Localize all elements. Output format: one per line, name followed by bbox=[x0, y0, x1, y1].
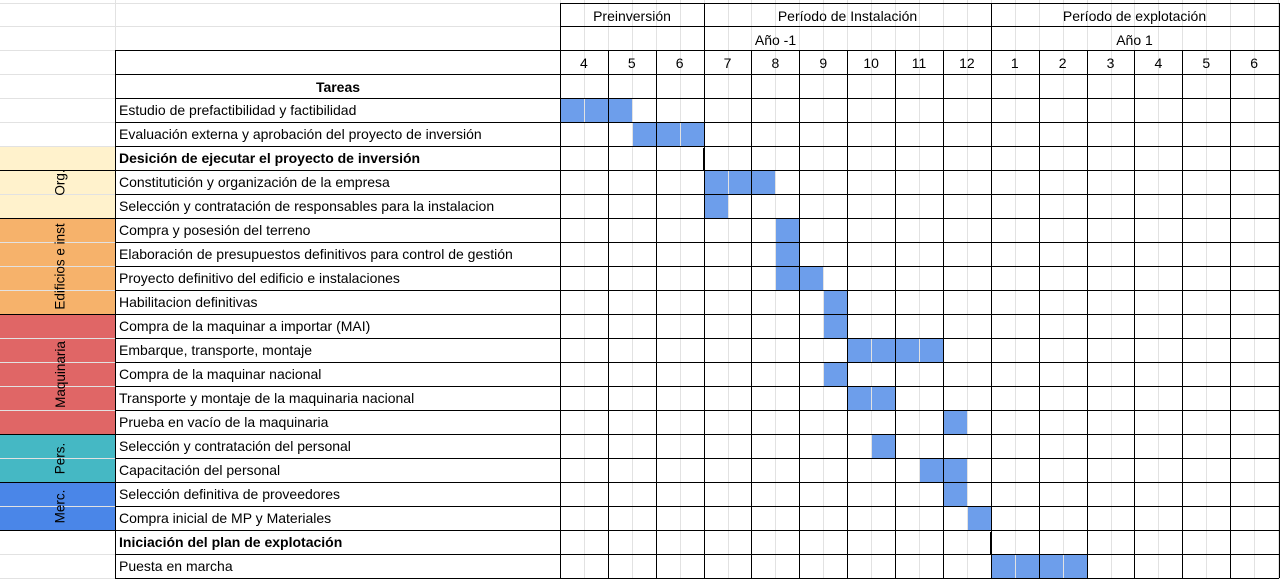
gridline-v bbox=[871, 0, 872, 578]
gantt-bar[interactable] bbox=[823, 314, 847, 338]
month-header[interactable]: 2 bbox=[1058, 55, 1067, 71]
gridline-v bbox=[1063, 0, 1064, 578]
gantt-bar[interactable] bbox=[823, 362, 847, 386]
gridline-v bbox=[632, 0, 633, 578]
border-h bbox=[115, 290, 1279, 291]
month-header[interactable]: 6 bbox=[675, 55, 684, 71]
task-label[interactable]: Habilitacion definitivas bbox=[119, 294, 258, 310]
gantt-bar[interactable] bbox=[823, 290, 847, 314]
border-h bbox=[115, 458, 1279, 459]
gridline-v bbox=[1158, 0, 1159, 578]
gantt-bar[interactable] bbox=[775, 242, 799, 266]
border-v bbox=[115, 50, 116, 578]
task-label[interactable]: Capacitación del personal bbox=[119, 462, 281, 478]
task-label[interactable]: Estudio de prefactibilidad y factibilidad bbox=[119, 102, 357, 118]
month-header[interactable]: 5 bbox=[627, 55, 636, 71]
year-header-minus1[interactable]: Año -1 bbox=[754, 32, 797, 48]
gridline-v bbox=[728, 0, 729, 578]
task-label[interactable]: Compra de la maquinar nacional bbox=[119, 366, 322, 382]
gridline-v bbox=[823, 0, 824, 578]
task-label[interactable]: Selección definitiva de proveedores bbox=[119, 486, 341, 502]
task-label[interactable]: Compra inicial de MP y Materiales bbox=[119, 510, 332, 526]
gantt-bar[interactable] bbox=[775, 218, 799, 242]
task-label[interactable]: Selección y contratación de responsables para la instalacion bbox=[119, 198, 495, 214]
month-header[interactable]: 8 bbox=[771, 55, 780, 71]
border-v bbox=[1087, 74, 1088, 578]
task-label[interactable]: Constitutición y organización de la empresa bbox=[119, 174, 390, 190]
task-label[interactable]: Desición de ejecutar el proyecto de inversión bbox=[119, 150, 421, 166]
border-v bbox=[1230, 74, 1231, 578]
gantt-bar[interactable] bbox=[871, 434, 895, 458]
border-v bbox=[1134, 74, 1135, 578]
task-label[interactable]: Embarque, transporte, montaje bbox=[119, 342, 312, 358]
gridline-v bbox=[775, 0, 776, 578]
gridline-v bbox=[1015, 0, 1016, 578]
month-header[interactable]: 4 bbox=[1154, 55, 1163, 71]
year-header-1[interactable]: Año 1 bbox=[1116, 32, 1153, 48]
month-header[interactable]: 4 bbox=[580, 55, 588, 71]
period-header-instalacion[interactable]: Período de Instalación bbox=[777, 8, 918, 24]
gridline-v bbox=[1254, 0, 1255, 578]
border-v bbox=[943, 74, 944, 578]
gridline-v bbox=[1111, 0, 1112, 578]
period-header-explotacion[interactable]: Período de explotación bbox=[1062, 8, 1207, 24]
gridline-v bbox=[1206, 0, 1207, 578]
border-v bbox=[847, 74, 848, 578]
border-h bbox=[115, 554, 1279, 555]
gantt-bar[interactable] bbox=[943, 482, 967, 506]
gridline-v bbox=[680, 0, 681, 578]
task-label[interactable]: Proyecto definitivo del edificio e instalaciones bbox=[119, 270, 400, 286]
gantt-bar[interactable] bbox=[704, 170, 776, 194]
gantt-bar[interactable] bbox=[967, 506, 991, 530]
border-h bbox=[0, 530, 115, 531]
task-label[interactable]: Selección y contratación del personal bbox=[119, 438, 351, 454]
month-header[interactable]: 3 bbox=[1106, 55, 1115, 71]
category-label-text: Maquinaria bbox=[52, 340, 68, 408]
category-label-text: Merc. bbox=[52, 489, 68, 523]
gridline-v bbox=[967, 0, 968, 578]
period-header-preinversion[interactable]: Preinversión bbox=[593, 8, 671, 24]
month-header[interactable]: 12 bbox=[959, 55, 975, 71]
gantt-bar[interactable] bbox=[704, 194, 728, 218]
month-header[interactable]: 11 bbox=[911, 55, 927, 71]
task-label[interactable]: Prueba en vacío de la maquinaria bbox=[119, 414, 329, 430]
border-v bbox=[1182, 74, 1183, 578]
category-label[interactable] bbox=[40, 314, 80, 434]
border-v bbox=[1039, 74, 1040, 578]
border-v bbox=[751, 74, 752, 578]
border-v bbox=[608, 74, 609, 578]
task-label[interactable]: Evaluación externa y aprobación del proyecto de inversión bbox=[119, 126, 482, 142]
task-label[interactable]: Transporte y montaje de la maquinaria nacional bbox=[119, 390, 415, 406]
category-label-text: Pers. bbox=[52, 442, 68, 474]
tasks-header[interactable]: Tareas bbox=[315, 79, 361, 95]
category-label-text: Org. bbox=[52, 168, 68, 196]
border-v bbox=[895, 74, 896, 578]
month-header[interactable]: 5 bbox=[1202, 55, 1211, 71]
task-label[interactable]: Compra de la maquinar a importar (MAI) bbox=[119, 318, 371, 334]
task-label[interactable]: Iniciación del plan de explotación bbox=[119, 534, 343, 550]
task-label[interactable]: Compra y posesión del terreno bbox=[119, 222, 311, 238]
gridline-v bbox=[584, 0, 585, 578]
border-v bbox=[560, 3, 561, 578]
month-header[interactable]: 6 bbox=[1250, 55, 1258, 71]
category-label[interactable] bbox=[40, 482, 80, 530]
month-header[interactable]: 10 bbox=[863, 55, 879, 71]
task-label[interactable]: Elaboración de presupuestos definitivos para control de gestión bbox=[119, 246, 513, 262]
category-label-text: Edificios e inst bbox=[52, 222, 68, 310]
border-v bbox=[991, 3, 992, 578]
month-header[interactable]: 1 bbox=[1010, 55, 1019, 71]
category-label[interactable] bbox=[40, 434, 80, 482]
gridline-v bbox=[919, 0, 920, 578]
category-label[interactable] bbox=[40, 146, 80, 218]
month-header[interactable]: 7 bbox=[723, 55, 732, 71]
gantt-bar[interactable] bbox=[632, 122, 704, 146]
gantt-bar[interactable] bbox=[560, 98, 632, 122]
gantt-bar[interactable] bbox=[943, 410, 967, 434]
task-label[interactable]: Puesta en marcha bbox=[119, 558, 233, 574]
border-v bbox=[656, 74, 657, 578]
border-v bbox=[704, 3, 705, 578]
month-header[interactable]: 9 bbox=[819, 55, 828, 71]
category-label[interactable] bbox=[40, 218, 80, 314]
border-v bbox=[799, 74, 800, 578]
